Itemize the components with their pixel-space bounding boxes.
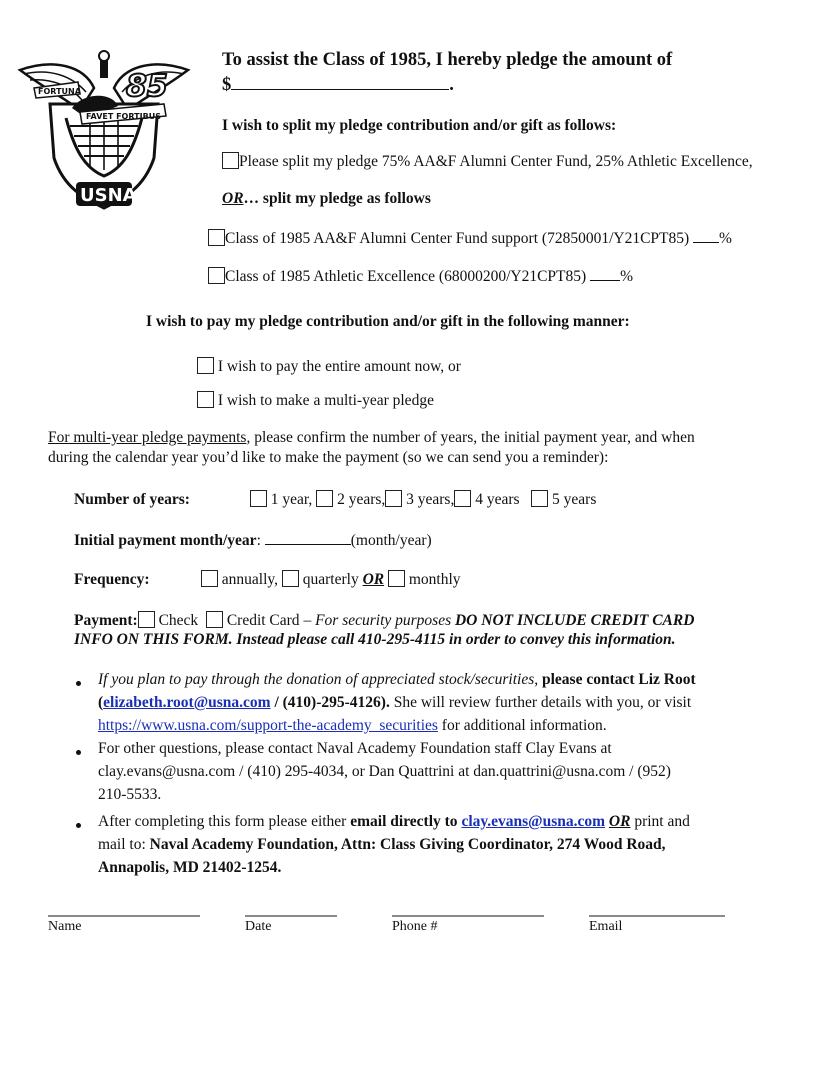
bullet-icon bbox=[76, 750, 81, 755]
bullet-icon bbox=[76, 823, 81, 828]
split-default-label: Please split my pledge 75% AA&F Alumni Center Fund, 25% Athletic Excellence, bbox=[239, 153, 753, 170]
frequency-monthly[interactable] bbox=[388, 571, 461, 588]
split-default-option[interactable] bbox=[222, 152, 753, 171]
email-label: Email bbox=[589, 919, 623, 934]
years-option-2[interactable] bbox=[316, 491, 385, 508]
name-label: Name bbox=[48, 919, 82, 934]
date-signature-line[interactable] bbox=[245, 915, 337, 917]
colon: : bbox=[256, 532, 261, 549]
questions-bullet-line3: 210-5533. bbox=[98, 786, 162, 803]
years-2-checkbox[interactable] bbox=[316, 490, 333, 507]
currency-symbol: $ bbox=[222, 75, 232, 95]
credit-card-warning-line1: DO NOT INCLUDE CREDIT CARD bbox=[454, 612, 695, 629]
or-label: OR bbox=[222, 190, 244, 207]
alumni-center-checkbox[interactable] bbox=[208, 229, 225, 246]
years-4-label: 4 years bbox=[475, 491, 520, 508]
svg-text:85: 85 bbox=[126, 69, 168, 104]
manner-heading: I wish to pay my pledge contribution and/or gift in the following manner: bbox=[146, 313, 630, 330]
split-or-text: … split my pledge as follows bbox=[243, 190, 431, 207]
monthly-label: monthly bbox=[408, 571, 461, 588]
mailing-address-line1: Naval Academy Foundation, Attn: Class Giving Coordinator, 274 Wood Road, bbox=[149, 836, 666, 853]
or-label: OR bbox=[608, 813, 631, 830]
credit-card-checkbox[interactable] bbox=[206, 611, 223, 628]
initial-payment-field[interactable] bbox=[265, 530, 351, 545]
questions-bullet-line2: clay.evans@usna.com / (410) 295-4034, or Dan Quattrini at dan.quattrini@usna.com / (952) bbox=[98, 763, 671, 780]
stock-rest: She will review further details with you, or visit bbox=[389, 694, 692, 711]
questions-bullet-line1: For other questions, please contact Naval Academy Foundation staff Clay Evans at bbox=[98, 740, 612, 757]
svg-text:FAVET FORTIBUS: FAVET FORTIBUS bbox=[86, 112, 161, 121]
years-option-1[interactable] bbox=[250, 491, 312, 508]
stock-contact: please contact Liz Root bbox=[538, 671, 696, 688]
initial-payment-hint: (month/year) bbox=[350, 532, 432, 549]
payment-row bbox=[74, 611, 694, 630]
name-signature-line[interactable] bbox=[48, 915, 200, 917]
years-4-checkbox[interactable] bbox=[454, 490, 471, 507]
multiyear-label: I wish to make a multi-year pledge bbox=[217, 392, 434, 409]
submit-suffix: print and bbox=[630, 813, 690, 830]
mail-to: mail to: bbox=[98, 836, 150, 853]
years-label: Number of years: bbox=[74, 491, 190, 508]
years-1-label: 1 year, bbox=[270, 491, 313, 508]
athletic-label: Class of 1985 Athletic Excellence (68000200/Y21CPT85) bbox=[225, 268, 587, 285]
credit-card-label: Credit Card bbox=[226, 612, 300, 629]
phone-label: Phone # bbox=[392, 919, 438, 934]
percent-sign: % bbox=[719, 230, 732, 247]
percent-sign: % bbox=[620, 268, 633, 285]
svg-text:FORTUNA: FORTUNA bbox=[38, 87, 81, 96]
years-option-4[interactable] bbox=[454, 491, 519, 508]
frequency-quarterly[interactable] bbox=[282, 571, 359, 588]
payment-credit-option[interactable] bbox=[206, 612, 300, 629]
alumni-center-label: Class of 1985 AA&F Alumni Center Fund support (72850001/Y21CPT85) bbox=[225, 230, 690, 247]
email-signature-line[interactable] bbox=[589, 915, 725, 917]
years-row bbox=[74, 490, 596, 509]
athletic-checkbox[interactable] bbox=[208, 267, 225, 284]
years-5-label: 5 years bbox=[552, 491, 597, 508]
initial-payment-row bbox=[74, 530, 432, 550]
multiyear-checkbox[interactable] bbox=[197, 391, 214, 408]
frequency-or-label: OR bbox=[362, 571, 385, 588]
multiyear-intro-underlined: For multi-year pledge payments bbox=[48, 429, 247, 446]
usna-class-crest-logo bbox=[14, 48, 194, 218]
entire-amount-label: I wish to pay the entire amount now, or bbox=[217, 358, 461, 375]
security-note: For security purposes bbox=[315, 612, 455, 629]
svg-text:USNA: USNA bbox=[80, 185, 137, 206]
split-or-row bbox=[222, 190, 431, 208]
payment-label: Payment: bbox=[74, 612, 138, 629]
multiyear-intro-rest: , please confirm the number of years, the initial payment year, and when bbox=[246, 429, 695, 446]
annually-label: annually, bbox=[221, 571, 278, 588]
bullet-icon bbox=[76, 681, 81, 686]
stock-bullet-line1 bbox=[98, 671, 696, 689]
years-3-checkbox[interactable] bbox=[385, 490, 402, 507]
multiyear-intro-line2: during the calendar year you’d like to make the payment (so we can send you a reminder): bbox=[48, 449, 609, 466]
stock-bullet-line3 bbox=[98, 717, 607, 735]
frequency-row bbox=[74, 570, 461, 589]
liz-root-email-link[interactable]: elizabeth.root@usna.com bbox=[103, 694, 271, 711]
frequency-annually[interactable] bbox=[201, 571, 278, 588]
split-option-athletic[interactable] bbox=[208, 266, 633, 286]
years-2-label: 2 years, bbox=[337, 491, 386, 508]
crest-icon bbox=[14, 48, 194, 218]
years-5-checkbox[interactable] bbox=[531, 490, 548, 507]
split-option-alumni-center[interactable] bbox=[208, 228, 732, 248]
athletic-percent-field[interactable] bbox=[590, 266, 620, 281]
years-3-label: 3 years, bbox=[406, 491, 455, 508]
credit-card-warning-line2: INFO ON THIS FORM. Instead please call 410-295-4115 in order to convey this information. bbox=[74, 631, 676, 648]
annually-checkbox[interactable] bbox=[201, 570, 218, 587]
date-label: Date bbox=[245, 919, 272, 934]
years-option-5[interactable] bbox=[531, 491, 596, 508]
paren: ( bbox=[98, 694, 104, 711]
split-default-checkbox[interactable] bbox=[222, 152, 239, 169]
pledge-heading bbox=[222, 50, 672, 71]
entire-amount-checkbox[interactable] bbox=[197, 357, 214, 374]
submit-bullet-line3: Annapolis, MD 21402-1254. bbox=[98, 859, 282, 876]
years-option-3[interactable] bbox=[385, 491, 454, 508]
submit-prefix: After completing this form please either bbox=[98, 813, 351, 830]
quarterly-label: quarterly bbox=[302, 571, 359, 588]
stock-intro: If you plan to pay through the donation of appreciated stock/securities, bbox=[98, 671, 539, 688]
clay-evans-email-link[interactable]: clay.evans@usna.com bbox=[461, 813, 606, 830]
check-label: Check bbox=[158, 612, 199, 629]
payment-check-option[interactable] bbox=[138, 612, 198, 629]
frequency-label: Frequency: bbox=[74, 571, 150, 588]
stock-bullet-line2 bbox=[98, 694, 691, 712]
check-checkbox[interactable] bbox=[138, 611, 155, 628]
url-suffix: for additional information. bbox=[437, 717, 607, 734]
monthly-checkbox[interactable] bbox=[388, 570, 405, 587]
manner-option-entire[interactable] bbox=[197, 357, 461, 376]
pledge-end-punct: . bbox=[449, 75, 454, 95]
submit-bullet-line1 bbox=[98, 813, 690, 831]
submit-bullet-line2 bbox=[98, 836, 666, 854]
manner-option-multiyear[interactable] bbox=[197, 391, 434, 410]
quarterly-checkbox[interactable] bbox=[282, 570, 299, 587]
multiyear-intro-line1 bbox=[48, 429, 695, 447]
securities-url-link[interactable]: https://www.usna.com/support-the-academy_securities bbox=[98, 717, 438, 734]
split-heading: I wish to split my pledge contribution and/or gift as follows: bbox=[222, 117, 617, 134]
phone-signature-line[interactable] bbox=[392, 915, 544, 917]
email-directly: email directly to bbox=[350, 813, 462, 830]
alumni-center-percent-field[interactable] bbox=[693, 228, 719, 243]
pledge-amount-field[interactable] bbox=[231, 75, 449, 90]
dash: – bbox=[299, 612, 316, 629]
pledge-amount-row bbox=[222, 75, 454, 96]
pledge-heading-text: To assist the Class of 1985, I hereby pledge the amount of bbox=[222, 50, 673, 70]
initial-payment-label: Initial payment month/year bbox=[74, 532, 257, 549]
years-1-checkbox[interactable] bbox=[250, 490, 267, 507]
liz-root-phone: / (410)-295-4126). bbox=[270, 694, 390, 711]
